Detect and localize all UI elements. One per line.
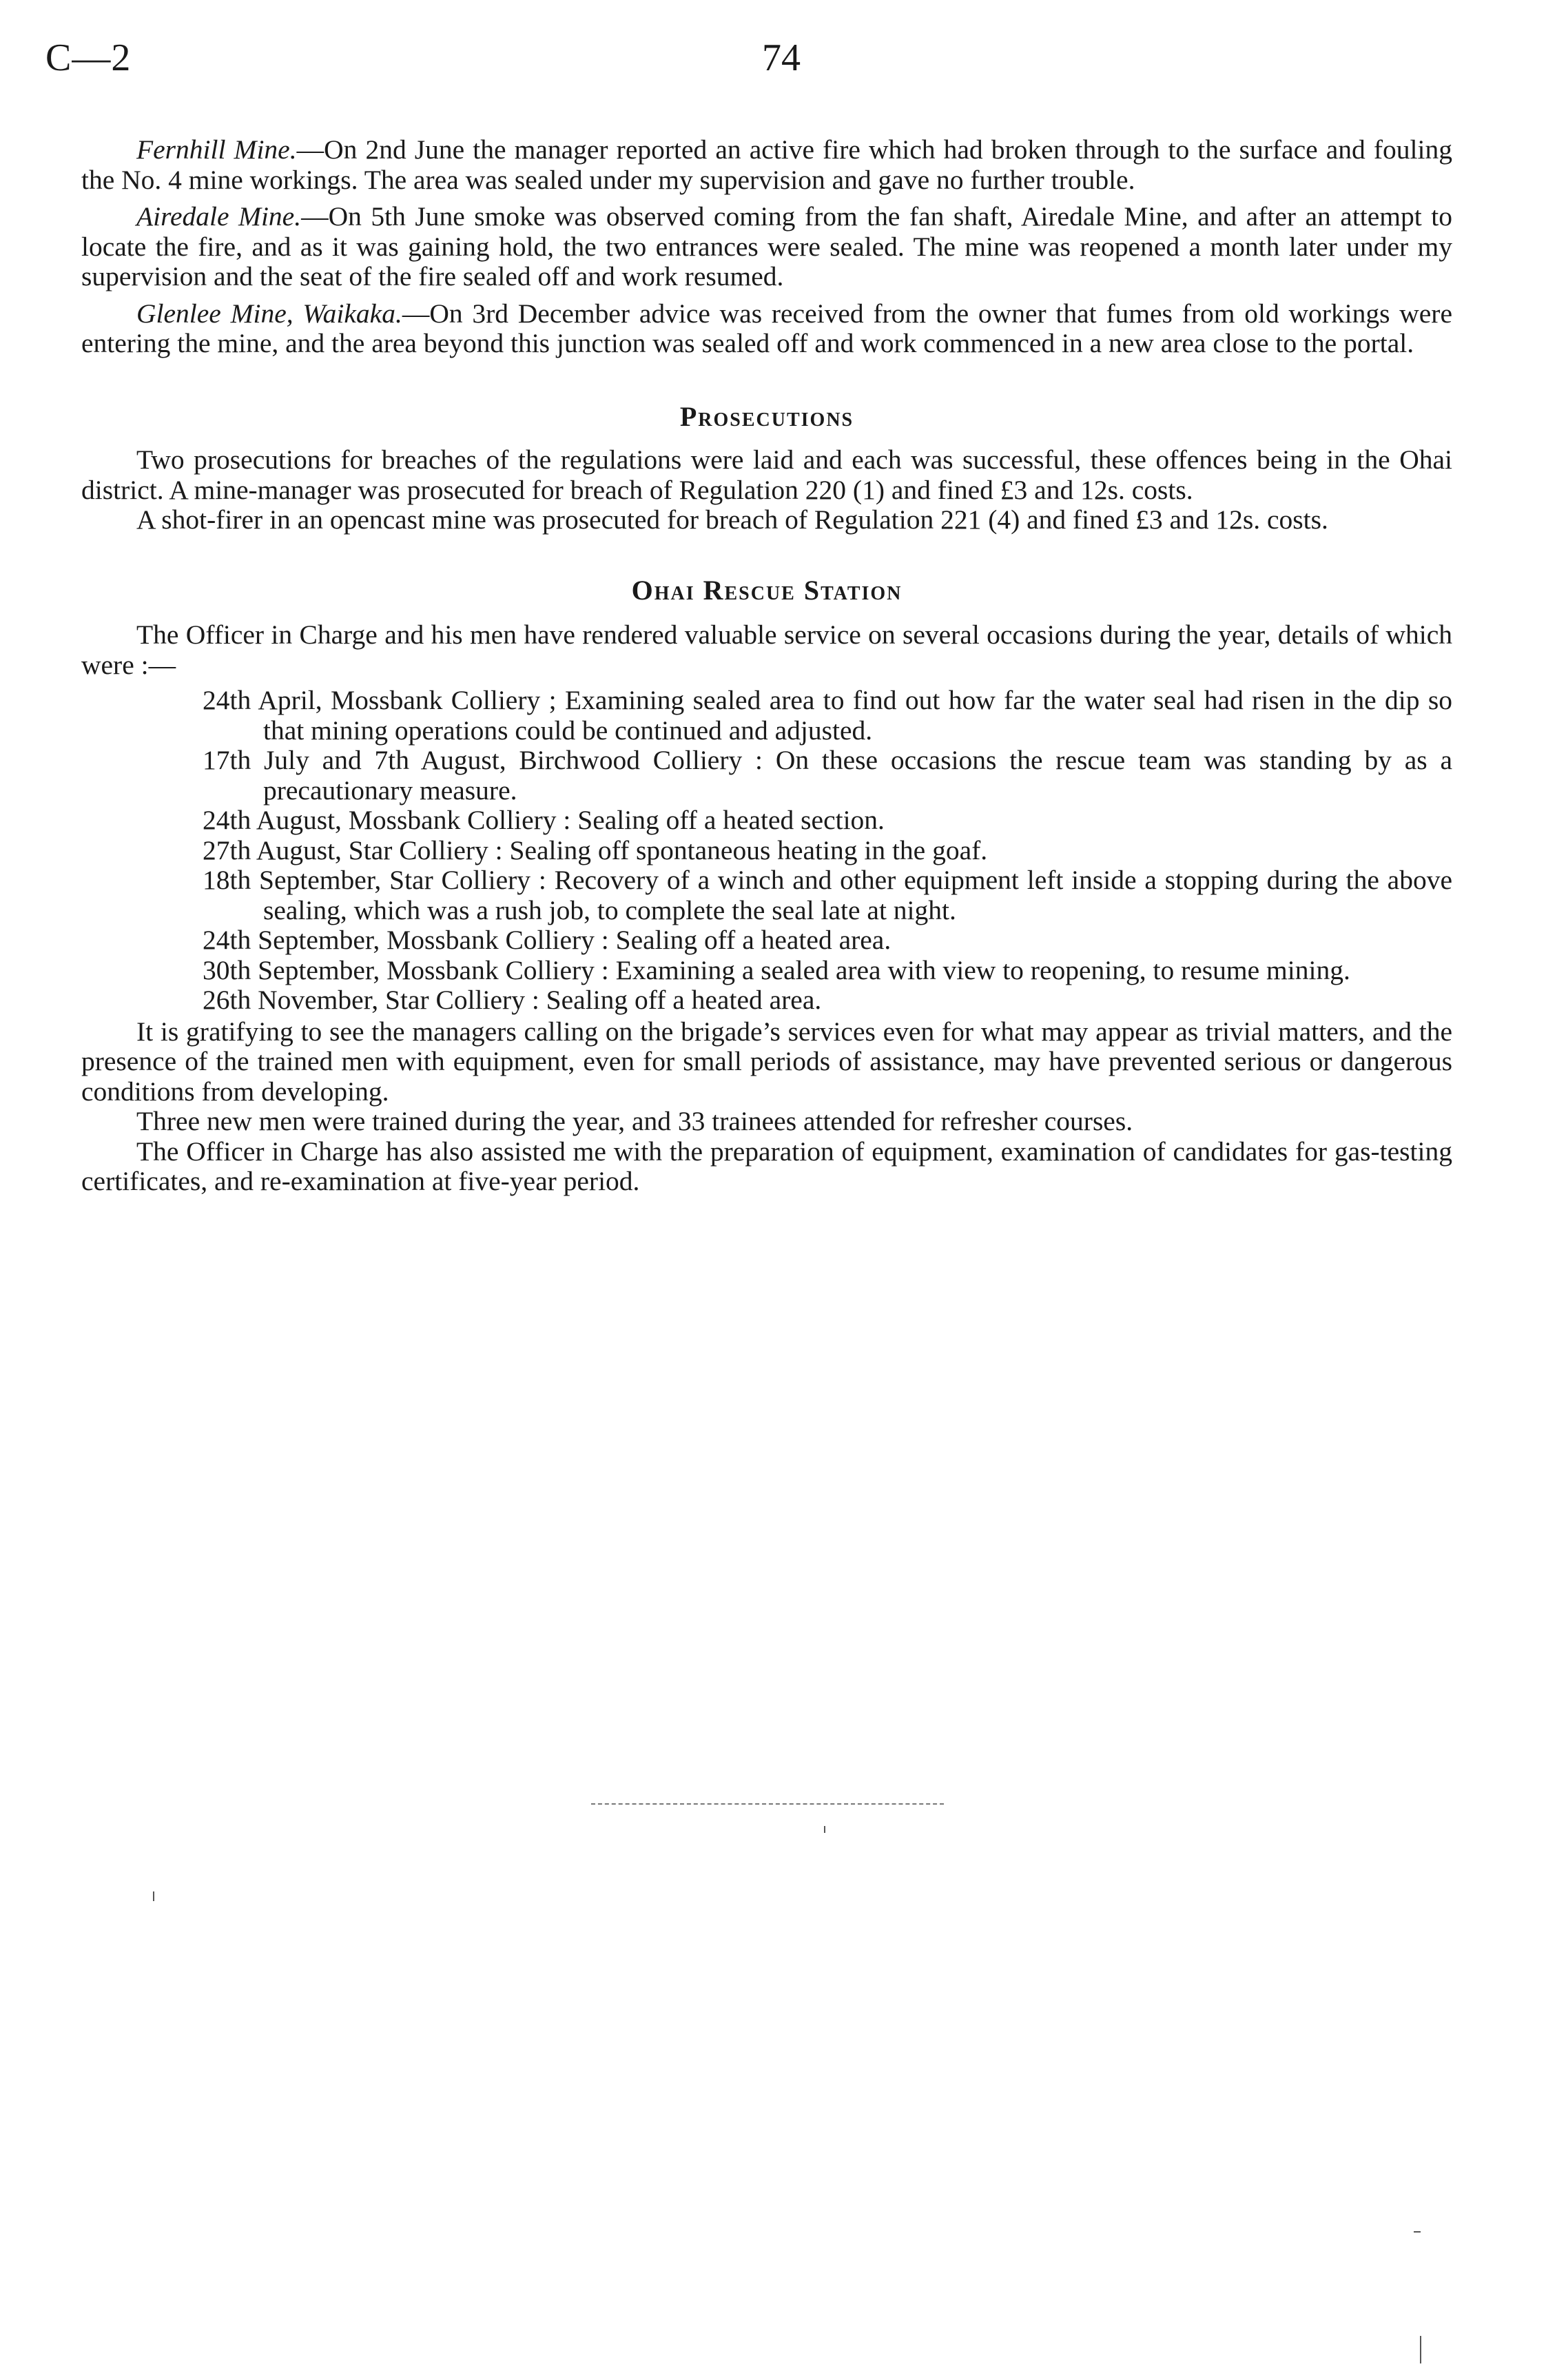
prosecutions-heading: Prosecutions [679, 400, 854, 432]
closing-paragraph-1: It is gratifying to see the managers calling on the brigade’s services even for what may appear as trivial matters, and the presence of the trained men with equipment, even for small periods of assistance, may have prevented serious or dangerous conditions from developing. [81, 1016, 1452, 1107]
list-item: 27th August, Star Colliery : Sealing off spontaneous heating in the goaf. [203, 834, 988, 865]
closing-paragraph-3: The Officer in Charge has also assisted me with the preparation of equipment, examination of candidates for gas-testing certificates, and re-examination at five-year period. [81, 1136, 1452, 1196]
rescue-station-heading: Ohai Rescue Station [631, 574, 903, 606]
airedale-mine-paragraph [81, 202, 1452, 292]
paragraph-text: —On 2nd June the manager reported an active fire which had broken through to the surface and fouling the No. 4 mine workings. The area was sealed under my supervision and gave no further trouble. [81, 134, 1452, 195]
rescue-station-intro: The Officer in Charge and his men have rendered valuable service on several occasions during the year, details of which were :— [81, 619, 1452, 680]
list-item: 24th August, Mossbank Colliery : Sealing off a heated section. [203, 805, 885, 835]
page-header [45, 36, 1501, 91]
document-reference: C—2 [45, 37, 132, 79]
paragraph-text: —On 3rd December advice was received from the owner that fumes from old workings were entering the mine, and the area beyond this junction was sealed off and work commenced in a new area close to the portal. [81, 298, 1452, 358]
prosecutions-paragraph-2: A shot-firer in an opencast mine was prosecuted for breach of Regulation 221 (4) and fined £3 and 12s. costs. [136, 504, 1328, 535]
scan-mark [1420, 2336, 1421, 2363]
scan-mark [1414, 2231, 1421, 2233]
list-item: 18th September, Star Colliery : Recovery of a winch and other equipment left inside a stopping during the above sealing, which was a rush job, to complete the seal late at night. [203, 865, 1452, 925]
list-item: 26th November, Star Colliery : Sealing off a heated area. [203, 985, 822, 1015]
mine-name: Fernhill Mine. [136, 134, 297, 165]
page-number: 74 [762, 37, 801, 79]
closing-paragraph-2: Three new men were trained during the year, and 33 trainees attended for refresher courses. [136, 1106, 1133, 1136]
paragraph-text: —On 5th June smoke was observed coming from the fan shaft, Airedale Mine, and after an attempt to locate the fire, and as it was gaining hold, the two entrances were sealed. The mine was reopened a month later under my supervision and the seat of the fire sealed off and work resumed. [81, 201, 1452, 291]
list-item: 30th September, Mossbank Colliery : Examining a sealed area with view to reopening, to resume mining. [203, 954, 1350, 985]
section-divider [591, 1803, 944, 1805]
scan-mark [824, 1826, 825, 1833]
scan-mark [153, 1891, 154, 1901]
rescue-events-list [81, 686, 1452, 1016]
mine-name: Glenlee Mine, Waikaka. [136, 298, 402, 329]
document-body [81, 135, 1452, 1197]
glenlee-mine-paragraph [81, 299, 1452, 359]
prosecutions-paragraph-1: Two prosecutions for breaches of the regulations were laid and each was successful, these offences being in the Ohai district. A mine-manager was prosecuted for breach of Regulation 220 (1) and fined £3 and 12s. costs. [81, 444, 1452, 505]
list-item: 17th July and 7th August, Birchwood Colliery : On these occasions the rescue team was standing by as a precautionary measure. [203, 745, 1452, 806]
list-item: 24th September, Mossbank Colliery : Sealing off a heated area. [203, 925, 891, 955]
mine-name: Airedale Mine. [136, 201, 302, 232]
list-item: 24th April, Mossbank Colliery ; Examining sealed area to find out how far the water seal had risen in the dip so that mining operations could be continued and adjusted. [203, 685, 1452, 746]
fernhill-mine-paragraph [81, 135, 1452, 195]
